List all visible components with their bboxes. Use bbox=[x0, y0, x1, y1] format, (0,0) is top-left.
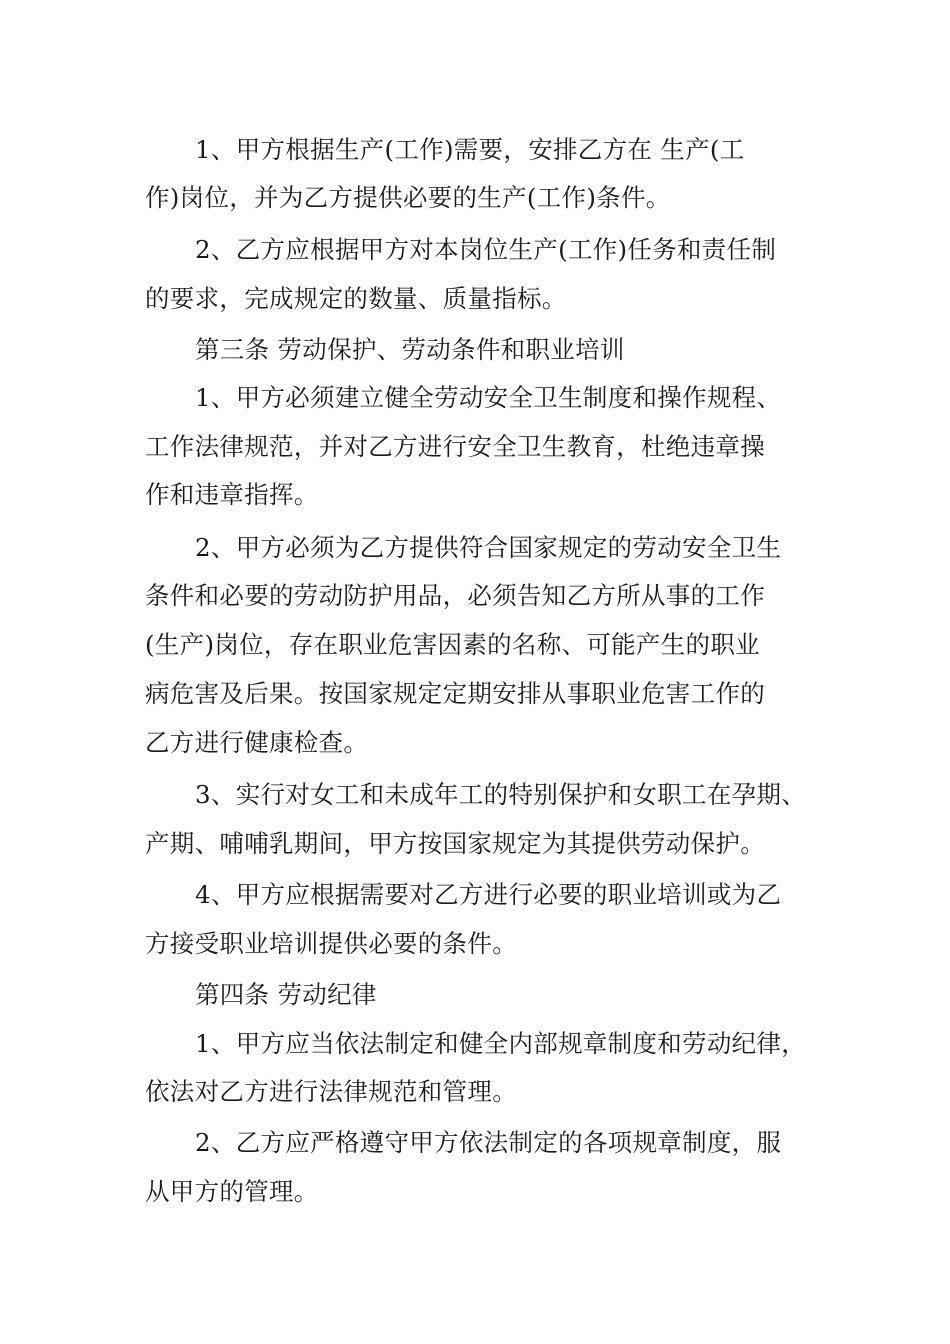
clause-2-item-2-line-2: 的要求，完成规定的数量、质量指标。 bbox=[145, 284, 567, 313]
clause-3-item-2-line-5: 乙方进行健康检查。 bbox=[145, 728, 369, 757]
clause-3-item-2-line-1: 2、甲方必须为乙方提供符合国家规定的劳动安全卫生 bbox=[195, 533, 782, 562]
clause-2-item-1-line-2: 作)岗位，并为乙方提供必要的生产(工作)条件。 bbox=[145, 183, 671, 212]
clause-3-item-2-line-3: (生产)岗位，存在职业危害因素的名称、可能产生的职业 bbox=[145, 630, 760, 659]
clause-3-item-2-line-4: 病危害及后果。按国家规定定期安排从事职业危害工作的 bbox=[145, 679, 765, 708]
clause-4-item-1-line-2: 依法对乙方进行法律规范和管理。 bbox=[145, 1077, 517, 1106]
clause-2-item-2-line-1: 2、乙方应根据甲方对本岗位生产(工作)任务和责任制 bbox=[195, 235, 777, 264]
clause-4-item-2-line-1: 2、乙方应严格遵守甲方依法制定的各项规章制度，服 bbox=[195, 1128, 782, 1157]
clause-3-item-4-line-1: 4、甲方应根据需要对乙方进行必要的职业培训或为乙 bbox=[195, 880, 782, 909]
clause-4-item-2-line-2: 从甲方的管理。 bbox=[145, 1177, 319, 1206]
clause-3-item-3-line-1: 3、实行对女工和未成年工的特别保护和女职工在孕期、 bbox=[195, 780, 807, 809]
clause-3-item-3-line-2: 产期、哺哺乳期间，甲方按国家规定为其提供劳动保护。 bbox=[145, 829, 765, 858]
clause-3-item-1-line-3: 作和违章指挥。 bbox=[145, 480, 319, 509]
clause-3-item-4-line-2: 方接受职业培训提供必要的条件。 bbox=[145, 929, 517, 958]
clause-3-heading: 第三条 劳动保护、劳动条件和职业培训 bbox=[195, 335, 625, 364]
clause-3-item-1-line-1: 1、甲方必须建立健全劳动安全卫生制度和操作规程、 bbox=[195, 383, 782, 412]
clause-4-item-1-line-1: 1、甲方应当依法制定和健全内部规章制度和劳动纪律， bbox=[195, 1029, 807, 1058]
clause-3-item-2-line-2: 条件和必要的劳动防护用品，必须告知乙方所从事的工作 bbox=[145, 581, 765, 610]
clause-4-heading: 第四条 劳动纪律 bbox=[195, 980, 377, 1009]
clause-2-item-1-line-1: 1、甲方根据生产(工作)需要，安排乙方在 生产(工 bbox=[195, 135, 745, 164]
clause-3-item-1-line-2: 工作法律规范，并对乙方进行安全卫生教育，杜绝违章操 bbox=[145, 432, 765, 461]
